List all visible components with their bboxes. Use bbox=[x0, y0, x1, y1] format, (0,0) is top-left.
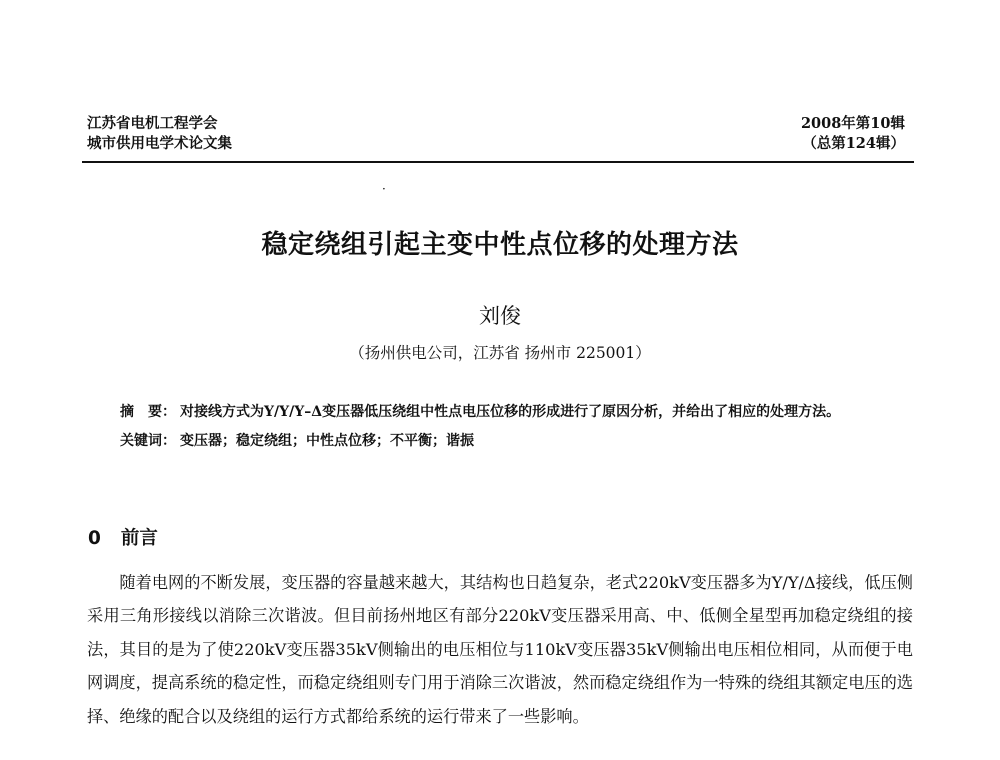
abstract-block bbox=[120, 398, 895, 456]
body-paragraph: 随着电网的不断发展，变压器的容量越来越大，其结构也日趋复杂，老式220kV变压器多为Y/Y/Δ接线，低压侧采用三角形接线以消除三次谐波。但目前扬州地区有部分220kV变压器采用高、中、低侧全星型再加稳定绕组的接法，其目的是为了使220kV变压器35kV侧输出的电压相位与110kV变压器35kV侧输出电压相位相同，从而便于电网调度，提高系统的稳定性，而稳定绕组则专门用于消除三次谐波，然而稳定绕组作为一特殊的绕组其额定电压的选择、绝缘的配合以及绕组的运行方式都给系统的运行带来了一些影响。 bbox=[87, 573, 913, 726]
total-issue-number: （总第124辑） bbox=[802, 135, 905, 152]
keywords-text: 变压器；稳定绕组；中性点位移；不平衡；谐振 bbox=[180, 433, 474, 449]
abstract-text: 对接线方式为Y/Y/Y–Δ变压器低压绕组中性点电压位移的形成进行了原因分析，并给出了相应的处理方法。 bbox=[180, 404, 841, 420]
society-name: 江苏省电机工程学会 bbox=[87, 115, 218, 132]
abstract-paragraph bbox=[120, 398, 895, 427]
stray-mark: · bbox=[382, 182, 386, 196]
keywords-label: 关键词： bbox=[120, 433, 176, 449]
author-affiliation: （扬州供电公司，江苏省 扬州市 225001） bbox=[349, 344, 651, 362]
keywords-paragraph bbox=[120, 427, 895, 456]
section-number: 0 bbox=[88, 528, 101, 549]
issue-number: 2008年第10辑 bbox=[800, 115, 905, 132]
header-rule bbox=[82, 161, 914, 163]
paper-title: 稳定绕组引起主变中性点位移的处理方法 bbox=[261, 230, 739, 260]
abstract-label: 摘 要： bbox=[120, 404, 176, 420]
section-heading bbox=[88, 524, 158, 550]
author-name: 刘俊 bbox=[479, 304, 521, 328]
proceedings-name: 城市供用电学术论文集 bbox=[87, 135, 232, 152]
section-title: 前言 bbox=[120, 528, 158, 549]
running-header-right bbox=[801, 114, 905, 154]
running-header-left bbox=[87, 114, 232, 154]
